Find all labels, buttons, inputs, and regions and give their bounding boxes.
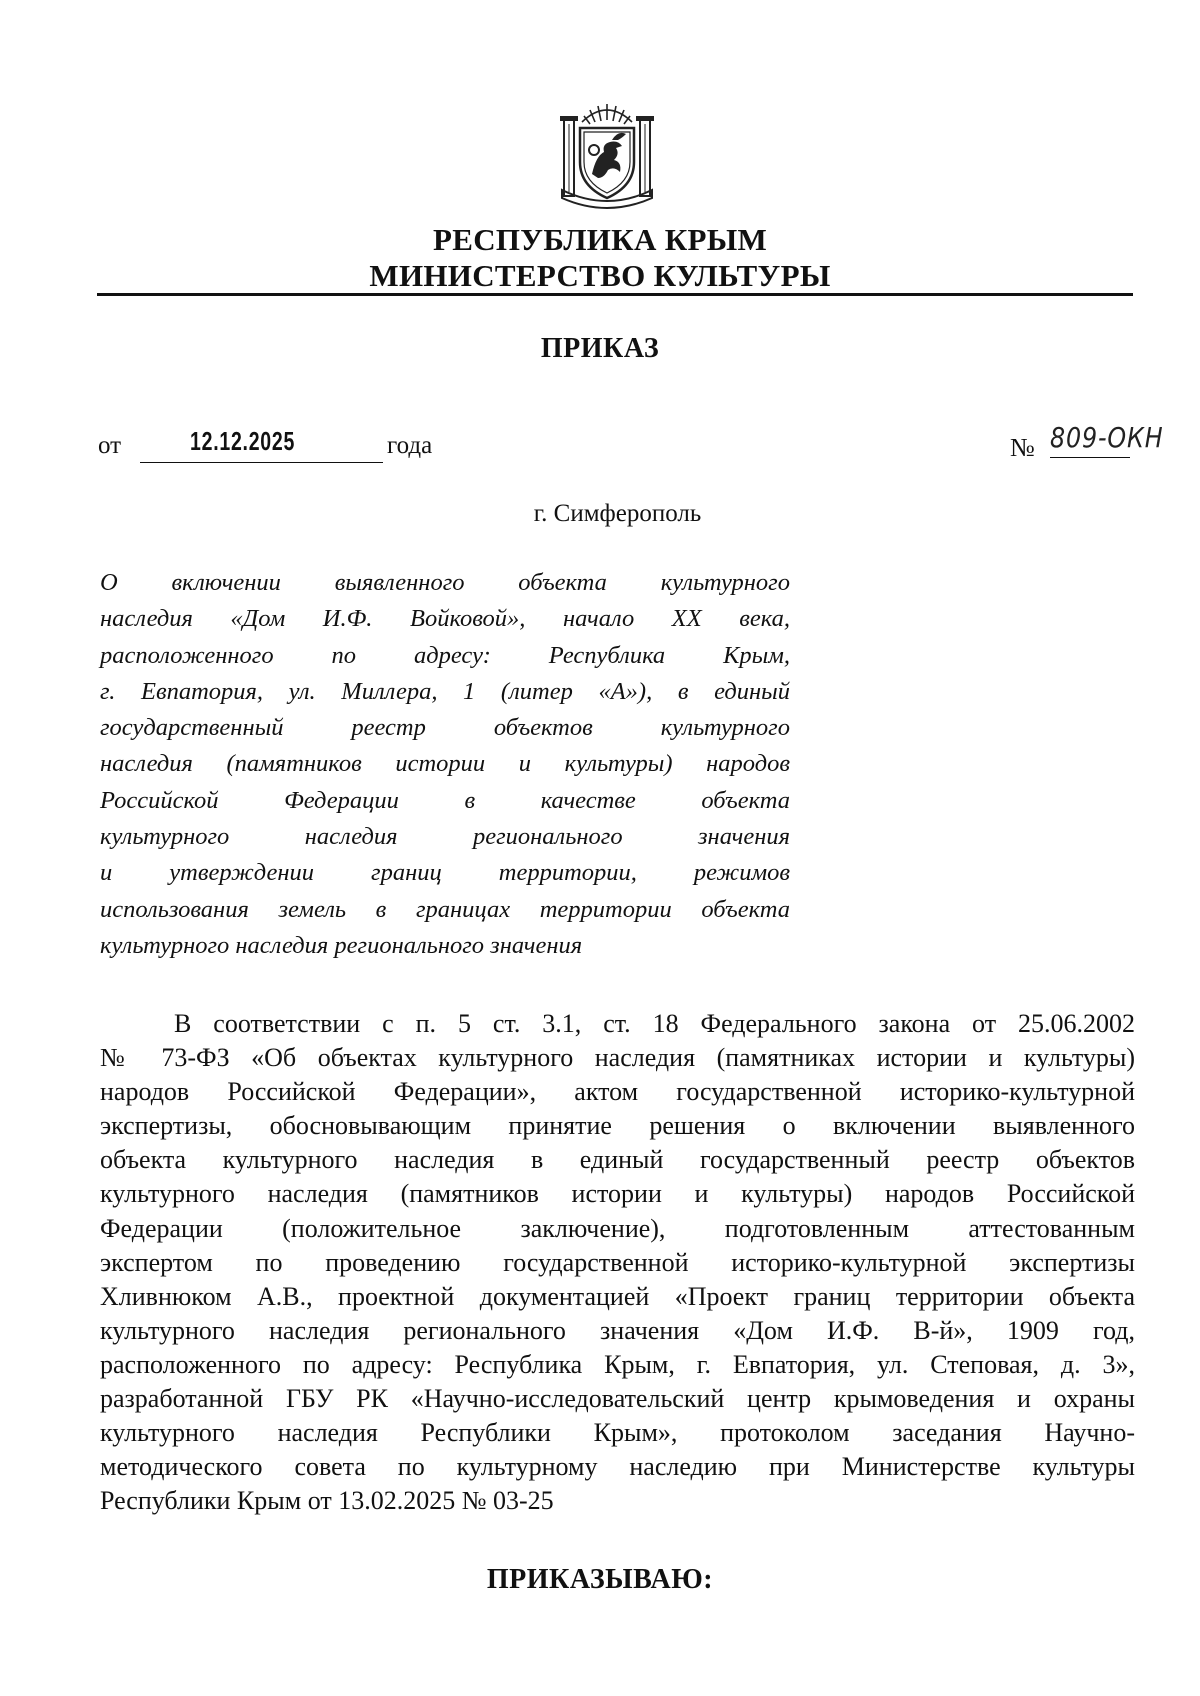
body-line: культурного наследия Республики Крым», протоколом заседания Научно-	[100, 1418, 1135, 1448]
body-line: Федерации (положительное заключение), подготовленным аттестованным	[100, 1213, 1135, 1243]
number-sign: №	[1010, 433, 1035, 462]
preamble-paragraph	[100, 1007, 1135, 1518]
title-line: О включении выявленного объекта культурного	[100, 569, 790, 596]
date-row	[98, 426, 1138, 468]
body-line: разработанной ГБУ РК «Научно-исследовательский центр крымоведения и охраны	[100, 1384, 1135, 1414]
body-line: методического совета по культурному наследию при Министерстве культуры	[100, 1452, 1135, 1482]
title-line: и утверждении границ территории, режимов	[100, 859, 790, 887]
body-line: экспертом по проведению государственной историко-культурной экспертизы	[100, 1247, 1135, 1277]
date-suffix: года	[387, 432, 433, 459]
title-line: государственный реестр объектов культурного	[100, 714, 790, 742]
title-line: наследия (памятников истории и культуры) народов	[100, 750, 790, 778]
body-line: культурного наследия (памятников истории и культуры) народов Российской	[100, 1179, 1135, 1209]
body-line: В соответствии с п. 5 ст. 3.1, ст. 18 Федерального закона от 25.06.2002	[174, 1009, 1135, 1038]
body-line: народов Российской Федерации», актом государственной историко-культурной	[100, 1077, 1135, 1107]
body-line: экспертизы, обосновывающим принятие решения о включении выявленного	[100, 1111, 1135, 1141]
document-type: ПРИКАЗ	[540, 333, 660, 364]
document-title	[100, 565, 790, 964]
header-divider	[97, 293, 1133, 296]
coat-of-arms-icon	[552, 100, 662, 210]
date-prefix: от	[98, 432, 122, 459]
title-line: г. Евпатория, ул. Миллера, 1 (литер «А»), в единый	[100, 677, 790, 705]
number-value: 809-ОКН	[1050, 421, 1164, 454]
body-line: Республики Крым от 13.02.2025 № 03-25	[100, 1486, 554, 1516]
date-underline	[140, 462, 383, 463]
body-line: расположенного по адресу: Республика Крым, г. Евпатория, ул. Степовая, д. 3»,	[100, 1349, 1135, 1379]
order-command: ПРИКАЗЫВАЮ:	[486, 1564, 714, 1595]
title-line: культурного наследия регионального значения	[100, 931, 583, 959]
title-line: использования земель в границах территории объекта	[100, 895, 790, 923]
number-underline	[1050, 457, 1130, 458]
city	[0, 500, 1200, 528]
city-name: г. Симферополь	[533, 500, 702, 527]
title-line: наследия «Дом И.Ф. Войковой», начало XX века,	[100, 605, 790, 633]
document-number	[1010, 421, 1190, 465]
title-line: расположенного по адресу: Республика Крым,	[100, 641, 790, 669]
body-line: Хливнюком А.В., проектной документацией «Проект границ территории объекта	[100, 1281, 1135, 1311]
title-line: Российской Федерации в качестве объекта	[100, 786, 790, 814]
body-line: объекта культурного наследия в единый государственный реестр объектов	[100, 1145, 1135, 1175]
body-line: № 73-ФЗ «Об объектах культурного наследия (памятниках истории и культуры)	[100, 1043, 1135, 1073]
date-value: 12.12.2025	[190, 426, 296, 456]
body-line: культурного наследия регионального значения «Дом И.Ф. В-й», 1909 год,	[100, 1315, 1135, 1345]
title-line: культурного наследия регионального значения	[100, 823, 790, 851]
org-name-ministry: МИНИСТЕРСТВО КУЛЬТУРЫ	[369, 258, 831, 293]
org-name-republic: РЕСПУБЛИКА КРЫМ	[432, 222, 768, 257]
